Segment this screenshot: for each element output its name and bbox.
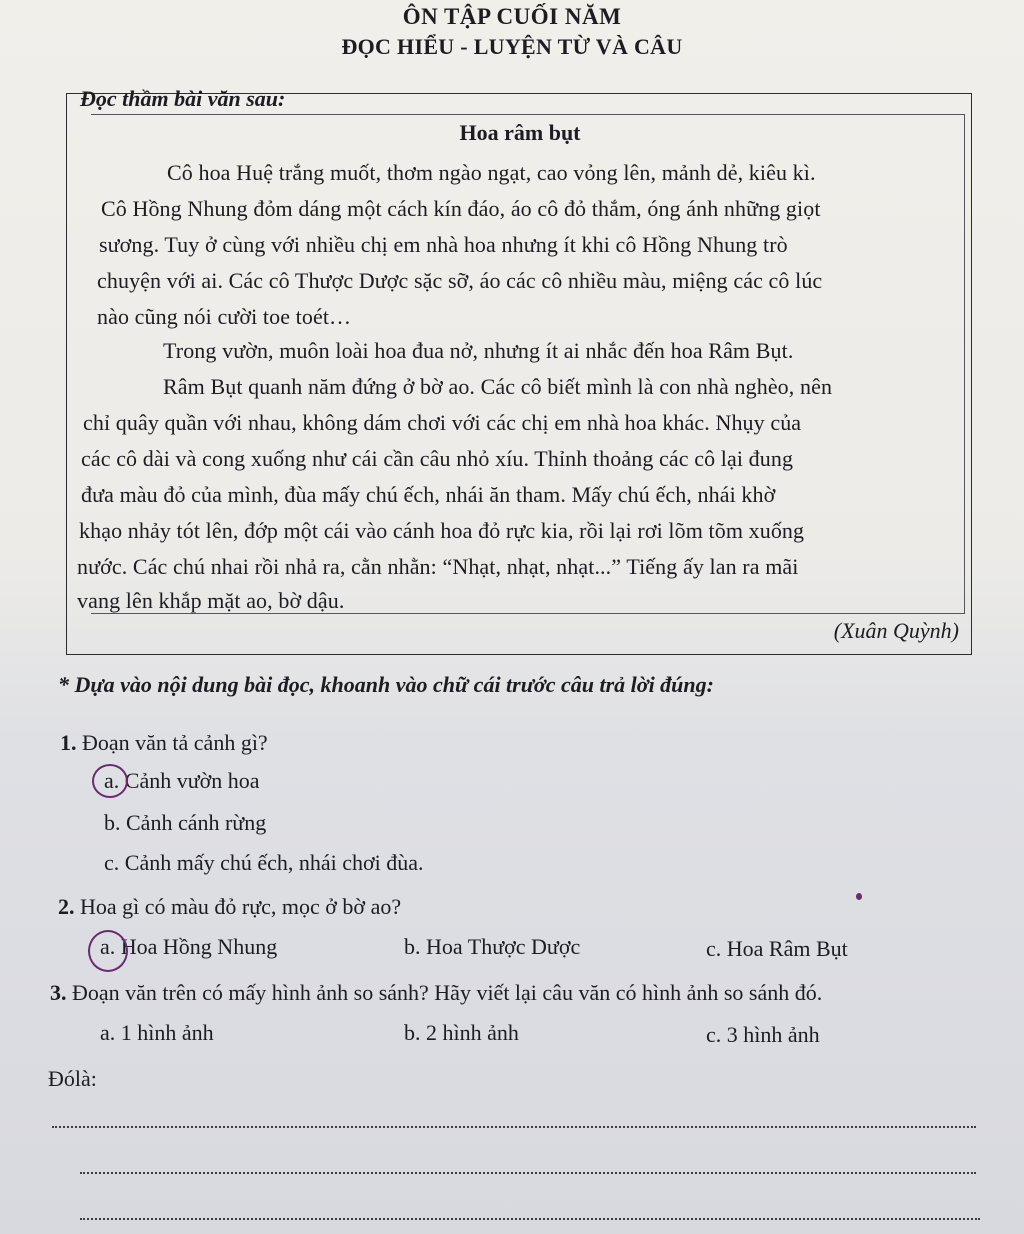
passage-line: sương. Tuy ở cùng với nhiều chị em nhà hoa nhưng ít khi cô Hồng Nhung trò: [99, 232, 788, 257]
passage-line: nào cũng nói cười toe toét…: [97, 304, 352, 329]
question-text: Đoạn văn trên có mấy hình ảnh so sánh? Hãy viết lại câu văn có hình ảnh so sánh đó.: [72, 980, 823, 1005]
passage-line: Trong vườn, muôn loài hoa đua nở, nhưng ít ai nhắc đến hoa Râm Bụt.: [163, 338, 794, 363]
question-number: 1.: [60, 730, 77, 755]
q2-option-b[interactable]: b. Hoa Thược Dược: [404, 934, 581, 959]
question-number: 3.: [50, 980, 67, 1005]
passage-line: Râm Bụt quanh năm đứng ở bờ ao. Các cô biết mình là con nhà nghèo, nên: [163, 374, 833, 399]
q1-option-a[interactable]: a. Cảnh vườn hoa: [104, 768, 260, 793]
task-instruction: * Dựa vào nội dung bài đọc, khoanh vào chữ cái trước câu trả lời đúng:: [58, 672, 714, 697]
passage-line: đưa màu đỏ của mình, đùa mấy chú ếch, nhái ăn tham. Mấy chú ếch, nhái khờ: [81, 482, 776, 507]
answer-circle-mark: [92, 764, 128, 798]
question-text: Đoạn văn tả cảnh gì?: [82, 730, 268, 755]
q1-option-c[interactable]: c. Cảnh mấy chú ếch, nhái chơi đùa.: [104, 850, 424, 875]
passage-box: [66, 93, 972, 655]
passage-line: nước. Các chú nhai rồi nhả ra, cằn nhằn: “Nhạt, nhạt, nhạt...” Tiếng ấy lan ra mãi: [77, 554, 799, 579]
answer-label: Đólà:: [48, 1066, 97, 1091]
question-3: [50, 980, 822, 1006]
answer-circle-mark: [88, 930, 128, 972]
q3-option-c[interactable]: c. 3 hình ảnh: [706, 1022, 820, 1047]
q1-option-b[interactable]: b. Cảnh cánh rừng: [104, 810, 267, 835]
worksheet-title: ÔN TẬP CUỐI NĂM: [402, 4, 622, 29]
pen-dot-mark: [856, 893, 862, 900]
q2-option-a[interactable]: a. Hoa Hồng Nhung: [100, 934, 278, 959]
passage-line: khạo nhảy tót lên, đớp một cái vào cánh hoa đỏ rực kia, rồi lại rơi lõm tõm xuống: [79, 518, 805, 543]
worksheet-subtitle: ĐỌC HIỂU - LUYỆN TỪ VÀ CÂU: [341, 34, 683, 59]
question-text: Hoa gì có màu đỏ rực, mọc ở bờ ao?: [80, 894, 402, 919]
passage-title: Hoa râm bụt: [459, 120, 581, 145]
passage-author: (Xuân Quỳnh): [833, 618, 959, 643]
passage-line: vang lên khắp mặt ao, bờ dậu.: [77, 588, 345, 613]
answer-line-2[interactable]: [80, 1172, 976, 1174]
passage-line: Cô Hồng Nhung đỏm dáng một cách kín đáo, áo cô đỏ thắm, óng ánh những giọt: [101, 196, 821, 221]
answer-line-1[interactable]: [52, 1126, 976, 1128]
q3-option-a[interactable]: a. 1 hình ảnh: [100, 1020, 214, 1045]
question-2: [58, 894, 401, 920]
q2-option-c[interactable]: c. Hoa Râm Bụt: [706, 936, 848, 961]
passage-line: Cô hoa Huệ trắng muốt, thơm ngào ngạt, cao vỏng lên, mảnh dẻ, kiêu kì.: [167, 160, 816, 185]
reading-instruction: Đọc thầm bài văn sau:: [80, 86, 286, 111]
passage-line: chỉ quây quần với nhau, không dám chơi với các chị em nhà hoa khác. Nhụy của: [83, 410, 802, 435]
q3-option-b[interactable]: b. 2 hình ảnh: [404, 1020, 519, 1045]
passage-line: các cô dài và cong xuống như cái cần câu nhỏ xíu. Thỉnh thoảng các cô lại đung: [81, 446, 794, 471]
question-number: 2.: [58, 894, 75, 919]
answer-line-3[interactable]: [80, 1218, 980, 1220]
question-1: [60, 730, 268, 756]
passage-line: chuyện với ai. Các cô Thược Dược sặc sỡ, áo các cô nhiều màu, miệng các cô lúc: [97, 268, 823, 293]
